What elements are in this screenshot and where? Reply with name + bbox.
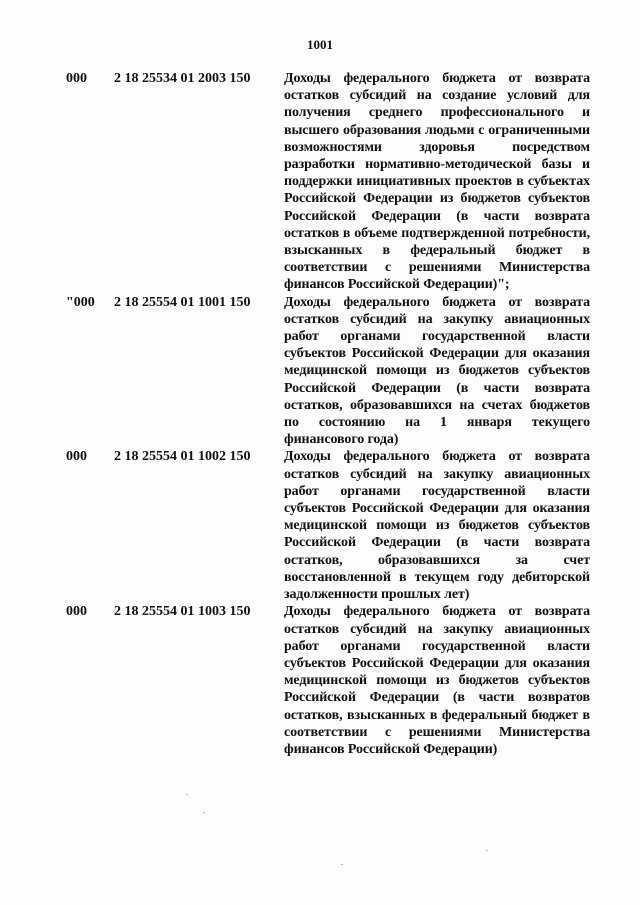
income-description: Доходы федерального бюджета от возврата остатков субсидий на закупку авиационных работ органами государственной власти субъектов Российской Федерации для оказания медицинской помощи из бюджетов субъектов Российской Федерации (в части возврата остатков, образовавшихся на счетах бюджетов по состоянию на 1 января текущего финансового года) — [284, 294, 590, 448]
scan-speck — [486, 850, 488, 851]
table-row — [66, 448, 591, 603]
budget-classification-code: 2 18 25554 01 1003 150 — [114, 604, 251, 620]
income-description: Доходы федерального бюджета от возврата остатков субсидий на закупку авиационных работ органами государственной власти субъектов Российской Федерации для оказания медицинской помощи из бюджетов субъектов Российской Федерации (в части возвратов остатков, взысканных в федеральный бюджет в соответствии с решениями Министерства финансов Российской Федерации) — [284, 604, 590, 757]
scan-speck — [203, 812, 205, 813]
admin-code: 000 — [66, 604, 87, 620]
budget-code-table — [66, 70, 591, 758]
budget-classification-code: 2 18 25554 01 1001 150 — [114, 294, 251, 310]
table-row — [66, 603, 591, 758]
admin-code: 000 — [66, 449, 87, 465]
admin-code: "000 — [66, 294, 95, 310]
income-description: Доходы федерального бюджета от возврата остатков субсидий на закупку авиационных работ органами государственной власти субъектов Российской Федерации для оказания медицинской помощи из бюджетов субъектов Российской Федерации (в части возврата остатков, образовавшихся за счет восстановленной в текущем году дебиторской задолженности прошлых лет) — [284, 449, 590, 603]
table-row — [66, 70, 591, 294]
scan-speck — [186, 794, 188, 795]
page-number: 1001 — [307, 37, 333, 52]
scan-speck — [341, 864, 343, 865]
table-row — [66, 294, 591, 449]
income-description: Доходы федерального бюджета от возврата остатков субсидий на создание условий для получения среднего профессионального и высшего образования людьми с ограниченными возможностями здоровья посредством разработки нормативно-методической базы и поддержки инициативных проектов в субъектах Российской Федерации из бюджетов субъектов Российской Федерации (в части возврата остатков в объеме подтвержденной потребности, взысканных в федеральный бюджет в соответствии с решениями Министерства финансов Российской Федерации)"; — [284, 71, 590, 293]
admin-code: 000 — [66, 71, 87, 86]
budget-classification-code: 2 18 25554 01 1002 150 — [114, 449, 251, 465]
budget-classification-code: 2 18 25534 01 2003 150 — [114, 71, 251, 86]
